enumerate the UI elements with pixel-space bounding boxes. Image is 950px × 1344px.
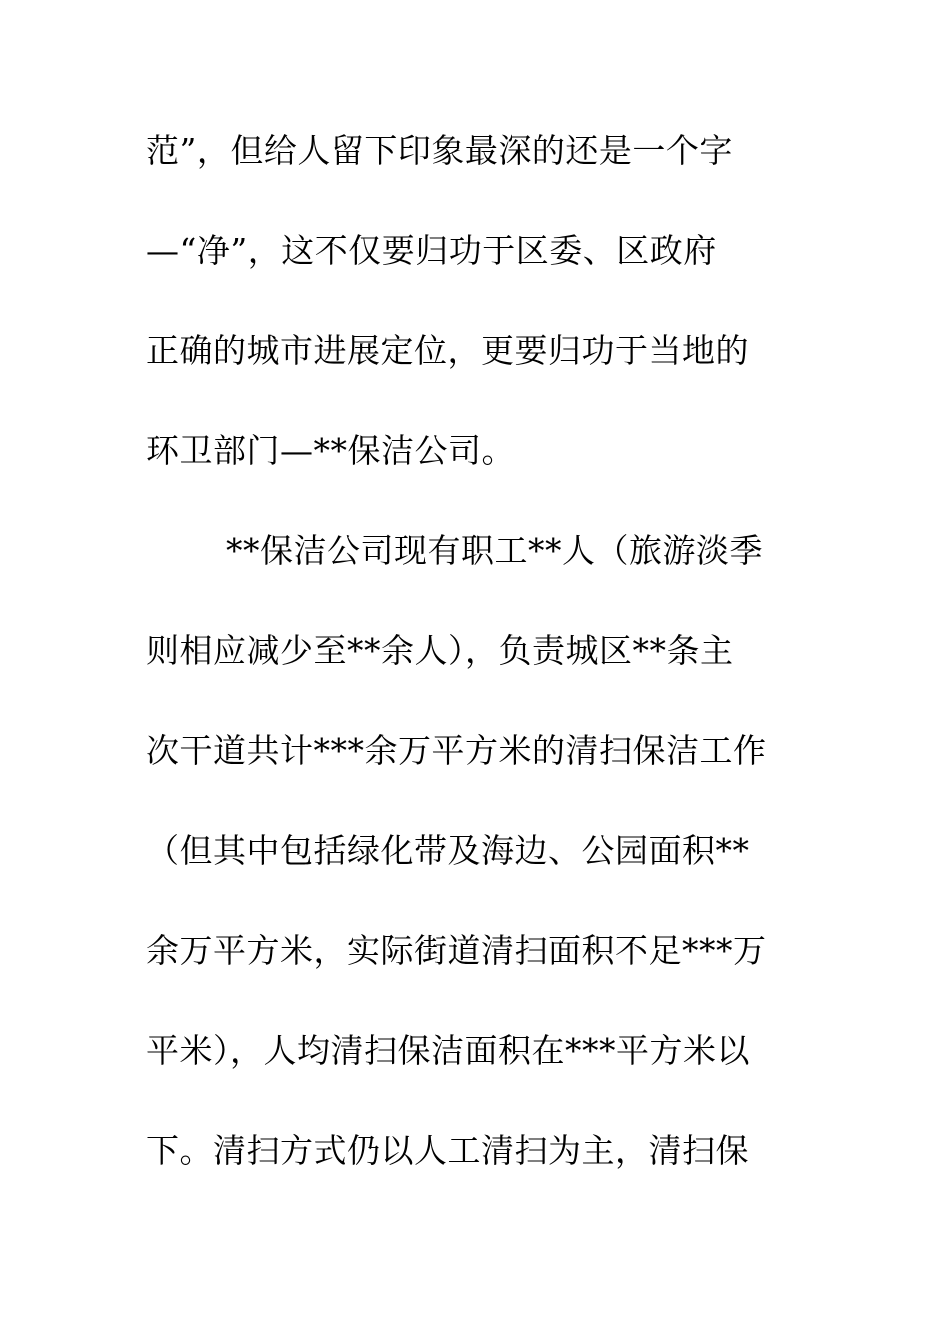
text-line: （但其中包括绿化带及海边、公园面积** (146, 831, 750, 870)
text-line: 下。清扫方式仍以人工清扫为主，清扫保 (146, 1131, 749, 1170)
text-line: 则相应减少至**余人），负责城区**条主 (146, 631, 734, 670)
text-line: 平米），人均清扫保洁面积在***平方米以 (146, 1031, 750, 1070)
text-line: 余万平方米，实际街道清扫面积不足***万 (146, 931, 767, 970)
text-line: —“净”，这不仅要归功于区委、区政府 (146, 231, 717, 270)
text-line: 范”，但给人留下印象最深的还是一个字 (146, 131, 733, 170)
text-line: 次干道共计***余万平方米的清扫保洁工作 (146, 731, 767, 770)
text-line-paragraph-start: **保洁公司现有职工**人（旅游淡季 (226, 531, 763, 570)
text-line: 正确的城市进展定位，更要归功于当地的 (146, 331, 749, 370)
text-line: 环卫部门—**保洁公司。 (146, 431, 515, 470)
